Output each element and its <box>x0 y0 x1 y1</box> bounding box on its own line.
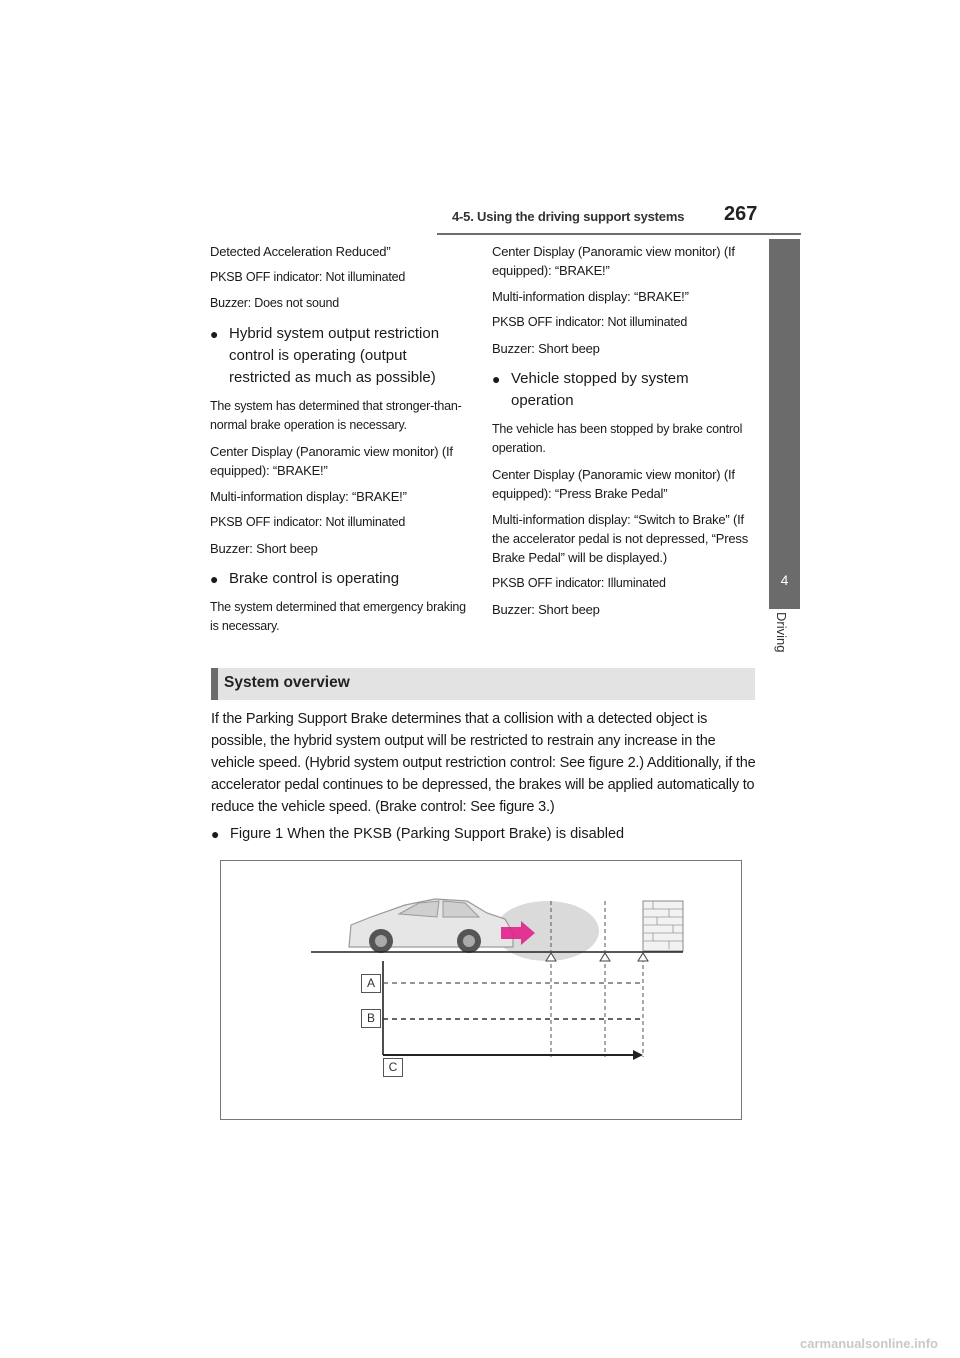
system-overview-title: System overview <box>224 674 350 691</box>
intro-line: Detected Acceleration Reduced” <box>210 244 391 259</box>
header-rule <box>437 233 801 235</box>
right-column <box>492 242 754 626</box>
left-column <box>210 242 472 643</box>
stopped-heading <box>492 368 754 412</box>
page-number: 267 <box>724 203 758 225</box>
brake-buzzer: Buzzer: Short beep <box>492 341 600 356</box>
bullet-icon: ● <box>492 371 501 387</box>
label-b: B <box>361 1009 381 1028</box>
chapter-label <box>768 612 802 672</box>
marker-triangle-icon <box>638 953 648 961</box>
figure-caption-text: Figure 1 When the PKSB (Parking Support Brake) is disabled <box>230 826 625 842</box>
stopped-heading-text: Vehicle stopped by system operation <box>511 370 689 409</box>
hybrid-heading <box>210 323 472 389</box>
intro-line: Buzzer: Does not sound <box>210 296 340 310</box>
label-c: C <box>383 1058 403 1077</box>
stopped-indicator: PKSB OFF indicator: Illuminated <box>492 576 666 590</box>
hybrid-desc: The system has determined that stronger-than-normal brake operation is necessary. <box>210 399 462 432</box>
brake-mid: Multi-information display: “BRAKE!” <box>492 289 689 304</box>
brake-heading <box>210 568 472 590</box>
car-icon <box>349 899 513 953</box>
stopped-center-display: Center Display (Panoramic view monitor) (If equipped): “Press Brake Pedal” <box>492 467 735 501</box>
chapter-number: 4 <box>780 572 789 588</box>
marker-triangle-icon <box>600 953 610 961</box>
system-overview-body: If the Parking Support Brake determines that a collision with a detected object is possible, the hybrid system output will be restricted to restrain any increase in the vehicle speed. (Hybrid system output restriction control: See figure 2.) Additionally, if the accelerator pedal continues to be depressed, the brakes will be applied automatically to reduce the vehicle speed. (Brake control: See figure 3.) <box>211 711 756 815</box>
chapter-tab <box>769 239 800 609</box>
bullet-icon: ● <box>210 571 219 587</box>
wall-icon <box>643 901 683 951</box>
time-axis-arrow-icon <box>633 1050 643 1060</box>
brake-center-display: Center Display (Panoramic view monitor) (If equipped): “BRAKE!” <box>492 244 735 278</box>
pksb-diagram <box>221 861 741 1119</box>
pksb-figure <box>220 860 742 1120</box>
stopped-mid: Multi-information display: “Switch to Brake” (If the accelerator pedal is not depressed, “Press Brake Pedal” will be displayed.) <box>492 512 748 565</box>
stopped-desc: The vehicle has been stopped by brake control operation. <box>492 422 743 455</box>
bullet-icon: ● <box>210 326 219 342</box>
stopped-buzzer: Buzzer: Short beep <box>492 602 600 617</box>
hybrid-center-display: Center Display (Panoramic view monitor) (If equipped): “BRAKE!” <box>210 444 453 478</box>
hybrid-indicator: PKSB OFF indicator: Not illuminated <box>210 515 406 529</box>
system-overview-heading <box>211 668 755 700</box>
hybrid-heading-text: Hybrid system output restriction control is operating (output restricted as much as possible) <box>229 325 440 386</box>
heading-accent <box>211 668 218 700</box>
intro-line: PKSB OFF indicator: Not illuminated <box>210 270 406 284</box>
hybrid-buzzer: Buzzer: Short beep <box>210 541 318 556</box>
bullet-icon: ● <box>211 826 220 842</box>
brake-indicator: PKSB OFF indicator: Not illuminated <box>492 315 688 329</box>
chapter-label-text: Driving <box>774 612 789 653</box>
watermark: carmanualsonline.info <box>800 1336 938 1351</box>
label-a: A <box>361 974 381 993</box>
figure-caption <box>211 823 759 845</box>
brake-heading-text: Brake control is operating <box>229 570 400 587</box>
section-title: 4-5. Using the driving support systems <box>452 209 685 224</box>
brake-desc: The system determined that emergency braking is necessary. <box>210 600 466 633</box>
hybrid-mid: Multi-information display: “BRAKE!” <box>210 489 407 504</box>
